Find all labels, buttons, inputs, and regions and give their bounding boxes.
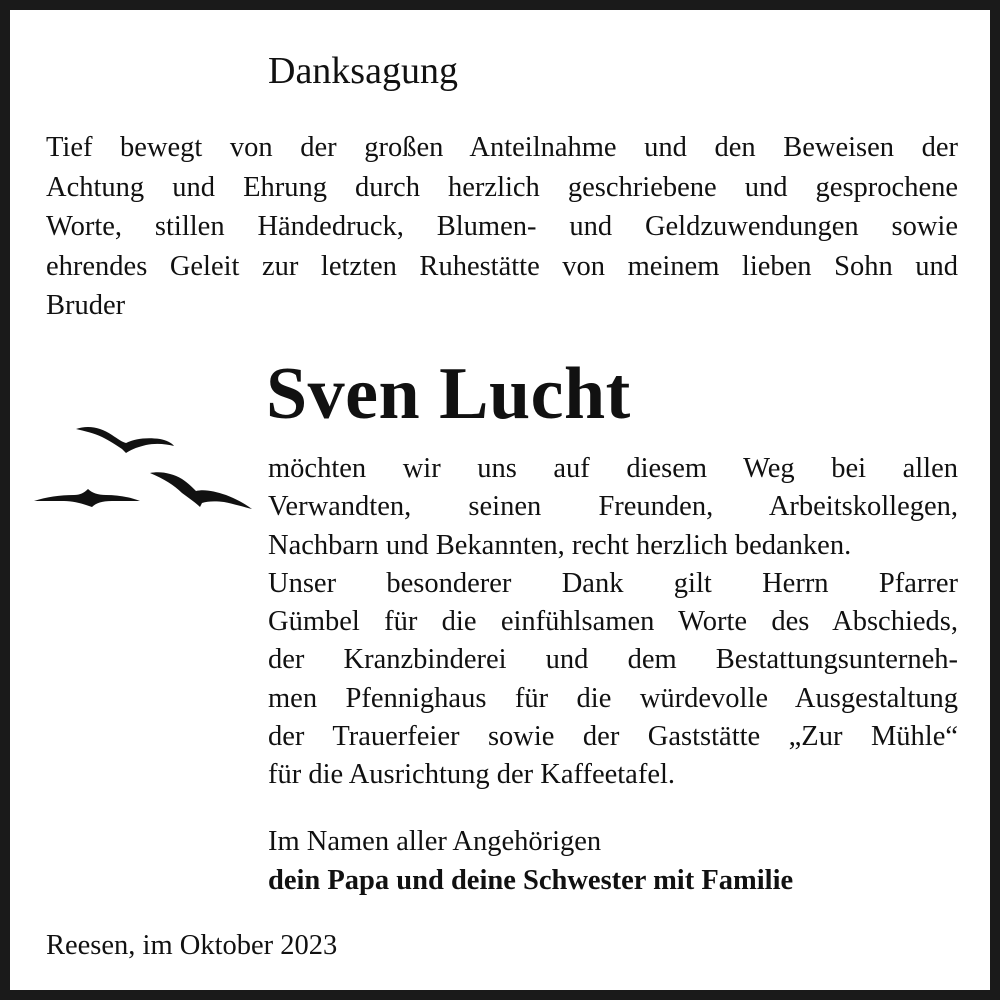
obituary-card [10,10,990,990]
signoff-names: dein Papa und deine Schwester mit Familie [268,865,794,896]
flying-birds-icon [22,415,252,515]
body-line: Nachbarn und Bekannten, recht herzlich bedanken. [268,529,852,561]
body-line: Gümbel für die einfühlsamen Worte des Abschieds, [268,606,958,638]
body-line: men Pfennighaus für die würdevolle Ausgestaltung [268,682,958,714]
bird-icon [76,427,174,453]
intro-line: Tief bewegt von der großen Anteilnahme und den Beweisen der [46,132,958,163]
place-date: Reesen, im Oktober 2023 [46,930,338,961]
body-line: Verwandten, seinen Freunden, Arbeitskollegen, [268,491,958,523]
bird-icon [150,472,252,509]
body-line: Unser besonderer Dank gilt Herrn Pfarrer [268,567,958,599]
body-line: für die Ausrichtung der Kaffeetafel. [268,759,676,791]
intro-line: Bruder [46,290,126,322]
body-line: der Kranzbinderei und dem Bestattungsunterneh- [268,644,958,676]
intro-line: ehrendes Geleit zur letzten Ruhestätte von meinem lieben Sohn und [46,250,958,282]
intro-line: Worte, stillen Händedruck, Blumen- und Geldzuwendungen sowie [46,211,958,243]
intro-paragraph [46,128,958,326]
body-line: möchten wir uns auf diesem Weg bei allen [268,453,958,484]
intro-line: Achtung und Ehrung durch herzlich geschriebene und gesprochene [46,171,958,203]
deceased-name: Sven Lucht [266,353,631,435]
body-line: der Trauerfeier sowie der Gaststätte „Zur Mühle“ [268,721,958,753]
notice-title: Danksagung [268,50,458,92]
signoff-prefix: Im Namen aller Angehörigen [268,826,602,857]
signoff [268,822,793,900]
bird-icon [34,489,140,507]
thanks-paragraph [268,450,958,795]
